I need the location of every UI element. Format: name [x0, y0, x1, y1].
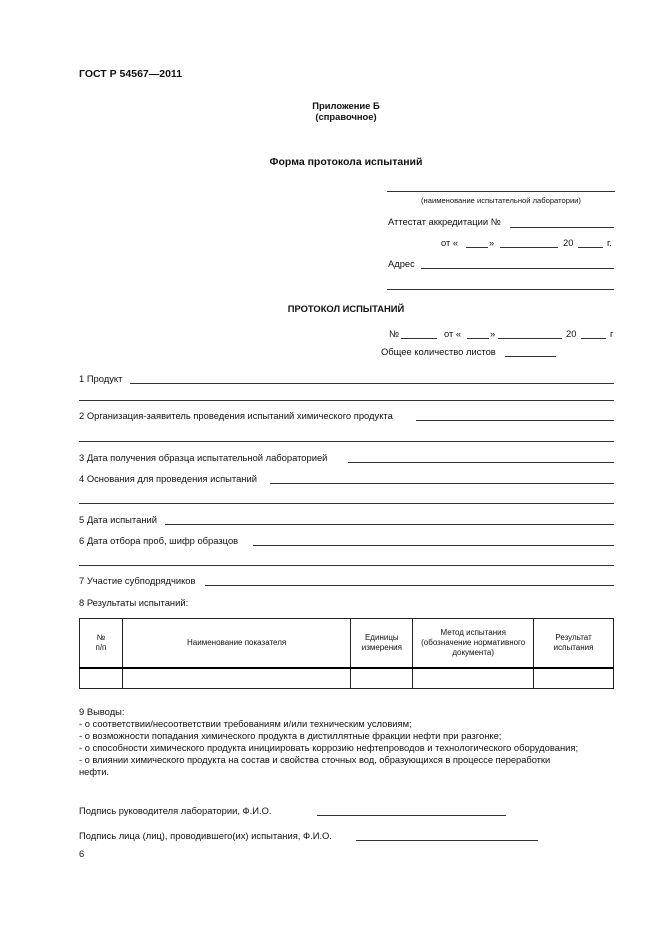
table-cell [122, 668, 350, 689]
header-units-l2: измерения [361, 643, 402, 652]
date-close-quote: » [489, 237, 495, 248]
header-units [351, 619, 413, 669]
field-sampling-line [253, 545, 614, 546]
protocol-num-label: № [389, 328, 400, 339]
conclusion-item-2: - о возможности попадания химического продукта в дистиллятные фракции нефти при разгонке; [79, 730, 502, 741]
field-subcontractors-label: 7 Участие субподрядчиков [79, 575, 196, 586]
field-applicant-line [416, 420, 614, 421]
signature-testers-line [356, 840, 538, 841]
table-cell [351, 668, 413, 689]
conclusions-title: 9 Выводы: [79, 706, 125, 717]
header-num-l2: п/п [95, 643, 107, 652]
sheets-count-line [505, 356, 556, 357]
form-title: Форма протокола испытаний [269, 156, 423, 168]
sheets-count-label: Общее количество листов [381, 346, 496, 357]
field-test-date-label: 5 Дата испытаний [79, 514, 157, 525]
header-result-l2: испытания [553, 643, 594, 652]
date-ot-label: от « [441, 237, 459, 248]
appendix-subtitle: (справочное) [315, 111, 377, 122]
conclusion-item-3: - о способности химического продукта инициировать коррозию нефтепроводов и технологического оборудования; [79, 742, 579, 753]
protocol-year-prefix: 20 [566, 328, 577, 339]
field-grounds-line [270, 483, 614, 484]
header-name-text: Наименование показателя [187, 638, 287, 647]
conclusion-item-1: - о соответствии/несоответствии требованиям и/или техническим условиям; [79, 718, 412, 729]
date-year-line [578, 247, 603, 248]
protocol-month-line [498, 338, 562, 339]
field-subcontractors-line [205, 585, 614, 586]
conclusion-item-4-line-1: - о влиянии химического продукта на состав и свойства сточных вод, образующихся в процессе переработки [79, 754, 551, 765]
protocol-date-close: » [490, 328, 496, 339]
header-num-l1: № [96, 633, 106, 642]
field-grounds-label: 4 Основания для проведения испытаний [79, 473, 257, 484]
protocol-day-line [467, 338, 489, 339]
field-results-label: 8 Результаты испытаний: [79, 597, 189, 608]
accreditation-line [510, 227, 614, 228]
header-name [122, 619, 350, 669]
date-month-line [500, 247, 558, 248]
date-day-line [466, 247, 488, 248]
header-result-l1: Результат [555, 633, 592, 642]
field-receipt-date-line [348, 462, 614, 463]
table-cell [413, 668, 534, 689]
address-label: Адрес [388, 258, 415, 269]
field-sampling-line-2 [79, 565, 614, 566]
field-grounds-line-2 [79, 503, 614, 504]
document-code: ГОСТ Р 54567—2011 [79, 68, 183, 80]
results-table [79, 618, 614, 689]
header-method-l3: документа) [452, 648, 495, 657]
field-applicant-label: 2 Организация-заявитель проведения испытаний химического продукта [79, 410, 393, 421]
table-cell [534, 668, 614, 689]
date-g-label: г. [607, 237, 612, 248]
date-year-prefix: 20 [563, 237, 574, 248]
appendix-title: Приложение Б [312, 100, 380, 111]
table-header-row [80, 619, 614, 669]
header-num [80, 619, 123, 669]
page-number: 6 [79, 848, 85, 859]
signature-head-label: Подпись руководителя лаборатории, Ф.И.О. [79, 805, 272, 816]
signature-testers-label: Подпись лица (лиц), проводившего(их) испытания, Ф.И.О. [79, 830, 332, 841]
protocol-title: ПРОТОКОЛ ИСПЫТАНИЙ [287, 303, 405, 314]
signature-head-line [317, 815, 506, 816]
field-applicant-line-2 [79, 441, 614, 442]
field-test-date-line [165, 524, 614, 525]
protocol-num-line [401, 338, 437, 339]
protocol-year-line [581, 338, 606, 339]
protocol-date-ot: от « [444, 328, 462, 339]
protocol-g-label: г [610, 328, 614, 339]
field-receipt-date-label: 3 Дата получения образца испытательной лабораторией [79, 452, 328, 463]
table-cell [80, 668, 123, 689]
field-product-line-2 [79, 400, 614, 401]
address-line-2 [387, 289, 614, 290]
header-method-l2: (обозначение нормативного [421, 638, 526, 647]
field-product-label: 1 Продукт [79, 373, 123, 384]
header-method [413, 619, 534, 669]
field-sampling-label: 6 Дата отбора проб, шифр образцов [79, 535, 239, 546]
address-line-1 [421, 268, 614, 269]
accreditation-label: Аттестат аккредитации № [388, 216, 501, 227]
lab-name-caption: (наименование испытательной лаборатории) [421, 196, 581, 205]
header-units-l1: Единицы [364, 633, 399, 642]
table-row [80, 668, 614, 689]
conclusion-item-4-line-2: нефти. [79, 766, 110, 777]
header-result [534, 619, 614, 669]
header-method-l1: Метод испытания [440, 628, 506, 637]
field-product-line [130, 383, 614, 384]
lab-name-line [387, 191, 615, 192]
